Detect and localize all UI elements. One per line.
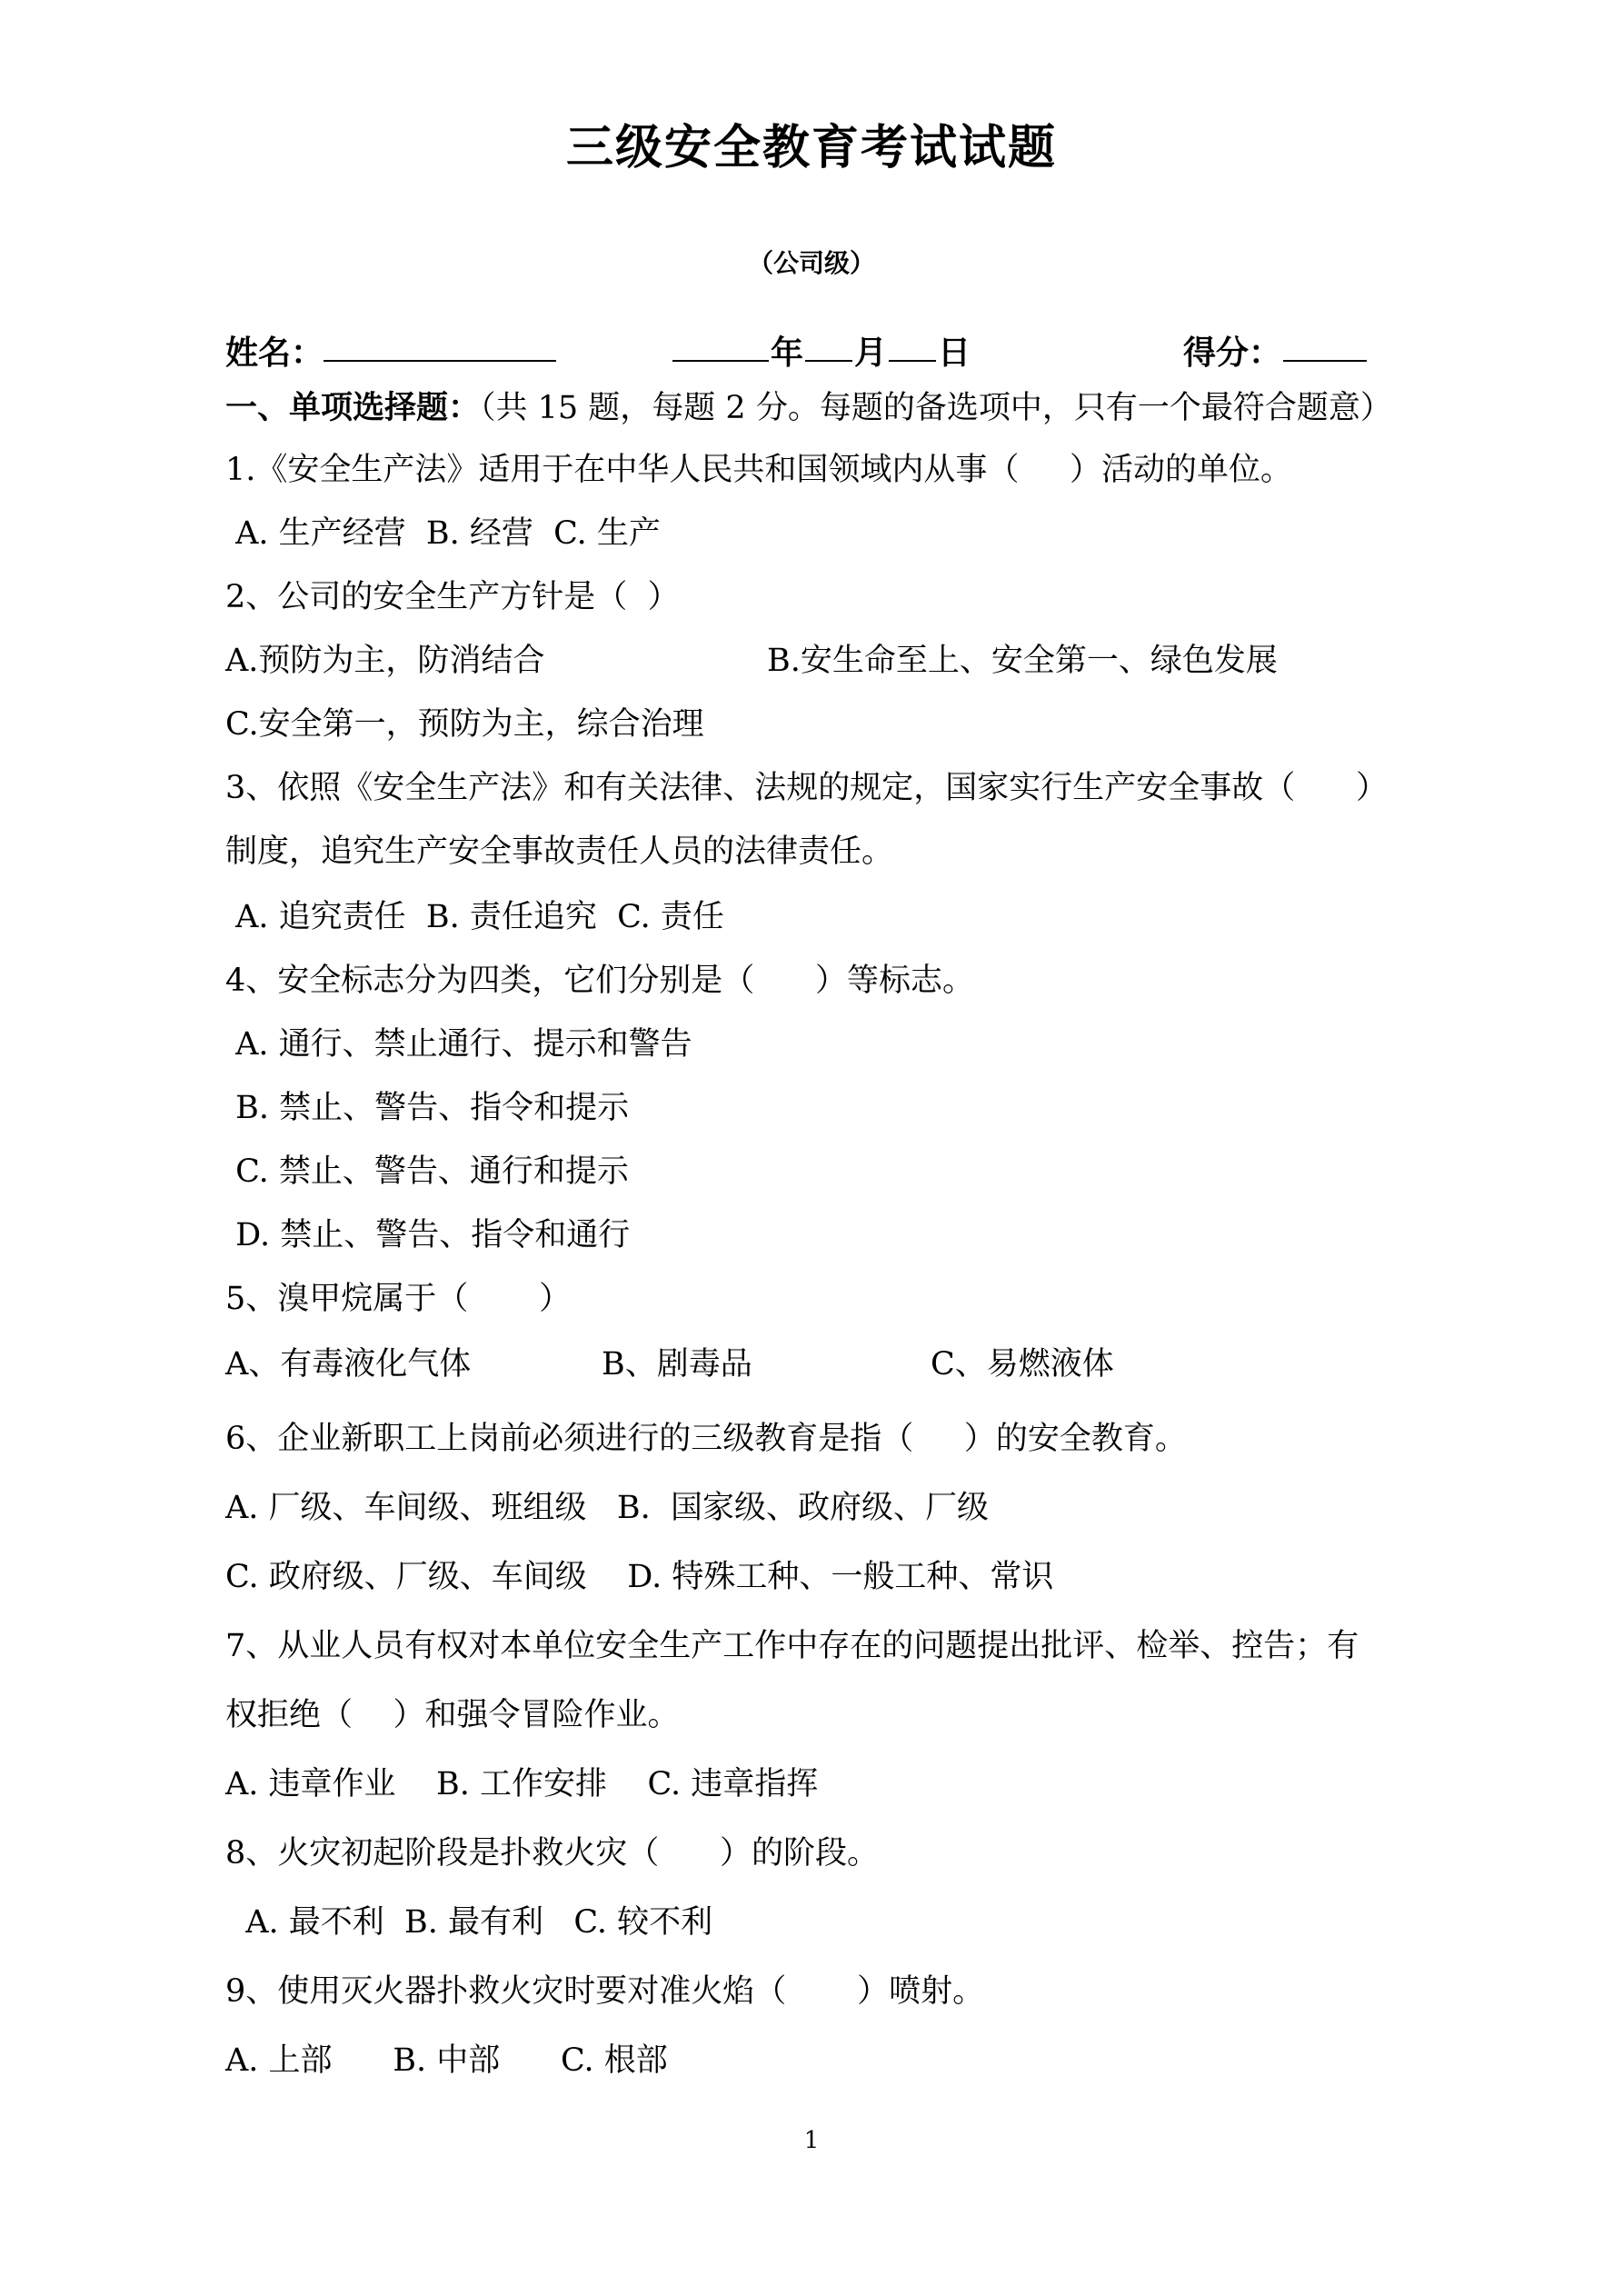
question-5: 5、溴甲烷属于（ ）: [225, 1281, 572, 1317]
question-1-options: A. 生产经营 B. 经营 C. 生产: [225, 515, 661, 552]
question-2-option-c: C.安全第一，预防为主，综合治理: [225, 706, 704, 743]
question-7-options: A. 违章作业 B. 工作安排 C. 违章指挥: [225, 1766, 819, 1802]
document-title: 三级安全教育考试试题: [565, 121, 1057, 175]
question-4-option-c: C. 禁止、警告、通行和提示: [225, 1153, 629, 1190]
question-5-option-a: A、有毒液化气体: [225, 1346, 472, 1383]
question-8: 8、火灾初起阶段是扑救火灾（ ）的阶段。: [225, 1835, 880, 1872]
question-5-option-b: B、剧毒品: [602, 1346, 752, 1383]
question-6: 6、企业新职工上岗前必须进行的三级教育是指（ ）的安全教育。: [225, 1421, 1187, 1457]
question-5-option-c: C、易燃液体: [931, 1346, 1114, 1383]
name-blank: [324, 327, 556, 362]
name-label: 姓名：: [225, 334, 324, 372]
question-4: 4、安全标志分为四类，它们分别是（ ）等标志。: [225, 963, 975, 999]
question-4-option-b: B. 禁止、警告、指令和提示: [225, 1090, 630, 1126]
day-blank: [889, 327, 936, 362]
day-label: 日: [938, 334, 971, 372]
question-8-options: A. 最不利 B. 最有利 C. 较不利: [225, 1904, 713, 1941]
score-blank: [1283, 327, 1367, 362]
month-blank: [805, 327, 852, 362]
page-number: 1: [803, 2127, 820, 2154]
question-3: 3、依照《安全生产法》和有关法律、法规的规定，国家实行生产安全事故（ ）: [225, 770, 1389, 806]
question-2: 2、公司的安全生产方针是（ ）: [225, 579, 680, 615]
question-3-options: A. 追究责任 B. 责任追究 C. 责任: [225, 899, 724, 935]
question-2-option-a: A.预防为主，防消结合: [225, 643, 545, 679]
question-9: 9、使用灭火器扑救火灾时要对准火焰（ ）喷射。: [225, 1973, 985, 2010]
question-1: 1.《安全生产法》适用于在中华人民共和国领域内从事（ ）活动的单位。: [225, 452, 1293, 488]
question-7-cont: 权拒绝（ ）和强令冒险作业。: [225, 1697, 680, 1733]
question-4-option-a: A. 通行、禁止通行、提示和警告: [225, 1026, 692, 1063]
section-note: （共 15 题，每题 2 分。每题的备选项中，只有一个最符合题意）: [480, 390, 1392, 426]
year-label: 年: [771, 334, 804, 372]
month-label: 月: [854, 334, 888, 372]
question-3-cont: 制度，追究生产安全事故责任人员的法律责任。: [225, 834, 894, 870]
question-6-options-cd: C. 政府级、厂级、车间级 D. 特殊工种、一般工种、常识: [225, 1559, 1054, 1595]
score-label: 得分：: [1183, 334, 1282, 372]
section-heading: [225, 389, 1392, 427]
question-9-options: A. 上部 B. 中部 C. 根部: [225, 2042, 668, 2079]
question-7: 7、从业人员有权对本单位安全生产工作中存在的问题提出批评、检举、控告；有: [225, 1628, 1359, 1664]
question-6-options-ab: A. 厂级、车间级、班组级 B. 国家级、政府级、厂级: [225, 1490, 990, 1526]
question-4-option-d: D. 禁止、警告、指令和通行: [225, 1217, 631, 1253]
section-title: 一、单项选择题：: [225, 390, 481, 426]
document-subtitle: （公司级）: [747, 248, 875, 278]
year-blank: [672, 327, 769, 362]
question-2-option-b: B.安生命至上、安全第一、绿色发展: [767, 643, 1278, 679]
